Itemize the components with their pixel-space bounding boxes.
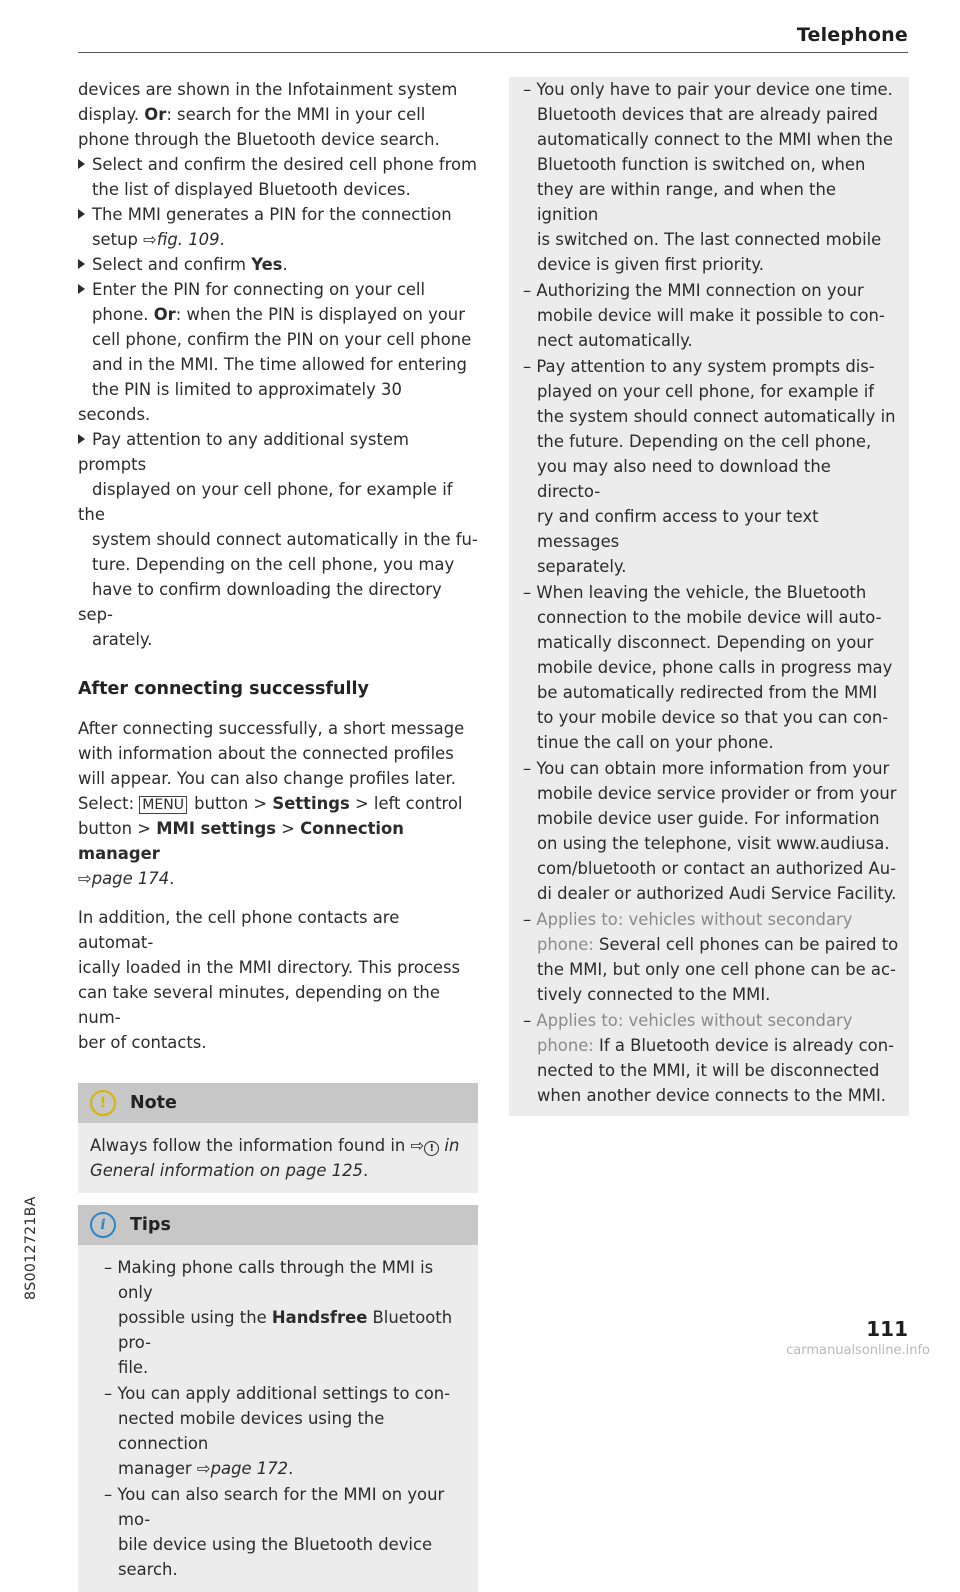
step-triangle-icon <box>78 434 85 444</box>
info-item: – Authorizing the MMI connection on your mobile device will make it possible to con- nect automatically. <box>523 281 885 350</box>
tip-item: – You can apply additional settings to con- nected mobile devices using the connection manager ⇨page 172. <box>104 1384 451 1478</box>
after-connecting-paragraph: After connecting successfully, a short message with information about the connected profiles will appear. You can also change profiles later. Select: MENU button > Settings > left control button > MMI settings > Connection manager ⇨page 174. <box>78 719 465 888</box>
page-number: 111 <box>866 1317 908 1341</box>
info-item: – You only have to pair your device one time. Bluetooth devices that are already paired automatically connect to the MMI when the Bluetooth function is switched on, when they are within range, and when the ignition is switched on. The last connected mobile device is given first priority. <box>523 80 893 274</box>
step-pin-generated: The MMI generates a PIN for the connection setup ⇨fig. 109. <box>78 202 478 252</box>
step-enter-pin: Enter the PIN for connecting on your cell phone. Or: when the PIN is displayed on your cell phone, confirm the PIN on your cell phone and in the MMI. The time allowed for entering the PIN is limited to approximately 30 seconds. <box>78 280 472 424</box>
step-triangle-icon <box>78 159 85 169</box>
header-rule <box>78 52 908 53</box>
watermark: carmanualsonline.info <box>786 1343 930 1358</box>
step-system-prompts: Pay attention to any additional system prompts displayed on your cell phone, for example if the system should connect automatically in the fu- ture. Depending on the cell phone, you may have to confirm downloading the directory sep- arately. <box>78 430 478 649</box>
tips-callout <box>78 1205 478 1592</box>
info-item: – Pay attention to any system prompts dis- played on your cell phone, for example if the system should connect automatically in the future. Depending on the cell phone, you may also need to download the directo- ry and confirm access to your text messages separately. <box>523 357 896 576</box>
info-icon: i <box>90 1212 116 1238</box>
tip-item: – You can also search for the MMI on your mo- bile device using the Bluetooth device search. <box>104 1485 445 1579</box>
note-title: Note <box>130 1093 177 1113</box>
info-item: – You can obtain more information from your mobile device service provider or from your mobile device user guide. For information on using the telephone, visit www.audiusa. com/bluetooth or contact an authorized Au- di dealer or authorized Audi Service Facility. <box>523 759 897 903</box>
tips-header <box>78 1205 478 1245</box>
note-callout <box>78 1083 478 1193</box>
step-triangle-icon <box>78 284 85 294</box>
info-panel <box>509 77 909 1116</box>
page-header-title: Telephone <box>796 24 908 46</box>
tip-item: – Making phone calls through the MMI is only possible using the Handsfree Bluetooth pro- file. <box>104 1258 453 1377</box>
right-column <box>509 77 909 1116</box>
note-page-link[interactable]: General information on page 125 <box>90 1161 363 1180</box>
tips-body <box>78 1245 478 1592</box>
applies-item: – Applies to: vehicles without secondary phone: Several cell phones can be paired to the MMI, but only one cell phone can be ac- tively connected to the MMI. <box>523 910 899 1004</box>
note-header <box>78 1083 478 1123</box>
note-reference-icon: ! <box>424 1141 439 1156</box>
tips-title: Tips <box>130 1215 171 1235</box>
page-link[interactable]: page 174 <box>91 869 170 888</box>
figure-link[interactable]: fig. 109 <box>156 230 220 249</box>
applies-item: – Applies to: vehicles without secondary phone: If a Bluetooth device is already con- nected to the MMI, it will be disconnected when another device connects to the MMI. <box>523 1011 894 1105</box>
step-triangle-icon <box>78 259 85 269</box>
info-item: – When leaving the vehicle, the Bluetooth connection to the mobile device will auto- matically disconnect. Depending on your mobile device, phone calls in progress may be automatically redirected from the MMI to your mobile device so that you can con- tinue the call on your phone. <box>523 583 893 752</box>
document-code: 8S0012721BA <box>23 1196 39 1300</box>
note-body: Always follow the information found in ⇨ ! in General information on page 125. <box>78 1123 478 1193</box>
section-heading: After connecting successfully <box>78 679 369 699</box>
left-column <box>78 77 478 1592</box>
contacts-paragraph: In addition, the cell phone contacts are automat- ically loaded in the MMI directory. This process can take several minutes, depending on the num- ber of contacts. <box>78 908 461 1052</box>
step-confirm-yes: Select and confirm Yes. <box>78 252 478 277</box>
step-select-phone: Select and confirm the desired cell phone from the list of displayed Bluetooth devices. <box>78 152 478 202</box>
menu-key-label: MENU <box>139 796 187 814</box>
warning-icon: ! <box>90 1090 116 1116</box>
page-link[interactable]: page 172 <box>210 1459 289 1478</box>
step-triangle-icon <box>78 209 85 219</box>
intro-text: devices are shown in the Infotainment system display. Or: search for the MMI in your cell phone through the Bluetooth device search. <box>78 80 458 149</box>
